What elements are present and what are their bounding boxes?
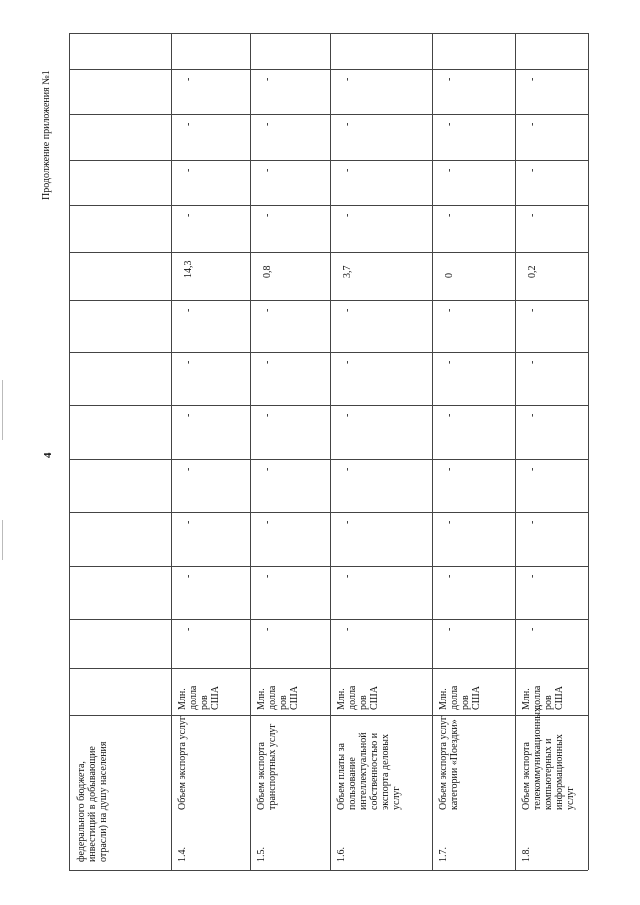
- empty-value: -: [527, 467, 538, 471]
- grid-line-vertical: [432, 33, 433, 870]
- unit-line: Млн.: [438, 688, 449, 710]
- indicator-continuation: федерального бюджета, инвестиций в добывающие отрасли) на душу населения: [76, 741, 109, 862]
- indicator-name: Объем платы за пользование интеллектуальной собственностью и экспорта деловых услуг: [336, 732, 402, 810]
- grid-line-horizontal: [69, 252, 588, 253]
- empty-value: -: [342, 77, 353, 81]
- grid-line-vertical: [69, 33, 70, 870]
- empty-value: -: [527, 627, 538, 631]
- grid-line-vertical: [250, 33, 251, 870]
- row-number: 1.4.: [177, 847, 188, 862]
- grid-line-vertical: [330, 33, 331, 870]
- empty-value: -: [342, 213, 353, 217]
- empty-value: -: [527, 122, 538, 126]
- unit-line: Млн.: [336, 688, 347, 710]
- empty-value: -: [527, 520, 538, 524]
- empty-value: -: [527, 168, 538, 172]
- unit: [336, 666, 380, 710]
- grid-line-horizontal: [69, 160, 588, 161]
- unit-line: долла: [347, 685, 358, 710]
- empty-value: -: [444, 360, 455, 364]
- grid-line-horizontal: [69, 512, 588, 513]
- grid-line-horizontal: [69, 69, 588, 70]
- unit-line: Млн.: [177, 688, 188, 710]
- empty-value: -: [262, 122, 273, 126]
- grid-line-vertical: [171, 33, 172, 870]
- empty-value: -: [183, 574, 194, 578]
- empty-value: -: [444, 467, 455, 471]
- unit-line: долла: [449, 685, 460, 710]
- unit-line: США: [369, 686, 380, 710]
- grid-line-horizontal: [69, 619, 588, 620]
- row-number: 1.6.: [336, 847, 347, 862]
- empty-value: -: [262, 574, 273, 578]
- empty-value: -: [183, 308, 194, 312]
- unit-line: США: [554, 686, 565, 710]
- unit-line: ров: [543, 695, 554, 710]
- unit-line: Млн.: [521, 688, 532, 710]
- empty-value: -: [444, 122, 455, 126]
- grid-line-horizontal: [69, 352, 588, 353]
- empty-value: -: [342, 574, 353, 578]
- unit: [521, 666, 565, 710]
- empty-value: -: [342, 168, 353, 172]
- empty-value: -: [183, 467, 194, 471]
- unit-line: ров: [460, 695, 471, 710]
- grid-line-horizontal: [69, 870, 588, 871]
- row-number: 1.8.: [521, 847, 532, 862]
- row-number: 1.5.: [256, 847, 267, 862]
- unit-line: ров: [199, 695, 210, 710]
- empty-value: -: [527, 360, 538, 364]
- empty-value: -: [527, 308, 538, 312]
- grid-line-horizontal: [69, 715, 588, 716]
- unit-line: ров: [278, 695, 289, 710]
- empty-value: -: [183, 360, 194, 364]
- empty-value: -: [262, 308, 273, 312]
- empty-value: -: [183, 413, 194, 417]
- empty-value: -: [444, 168, 455, 172]
- empty-value: -: [262, 77, 273, 81]
- empty-value: -: [342, 413, 353, 417]
- empty-value: -: [444, 413, 455, 417]
- grid-line-horizontal: [69, 33, 588, 34]
- grid-line-horizontal: [69, 566, 588, 567]
- value: 3,7: [342, 265, 353, 278]
- indicator-name: Объем экспорта услуг категории «Поездки»: [438, 715, 460, 810]
- unit-line: долла: [188, 685, 199, 710]
- indicator-name: Объем экспорта транспортных услуг: [256, 723, 278, 810]
- empty-value: -: [262, 213, 273, 217]
- unit-line: США: [289, 686, 300, 710]
- appendix-caption: Продолжение приложения №1: [41, 70, 52, 200]
- row-number: 1.7.: [438, 847, 449, 862]
- unit: [177, 666, 221, 710]
- empty-value: -: [444, 77, 455, 81]
- empty-value: -: [444, 574, 455, 578]
- page-number: 4: [42, 452, 54, 458]
- unit: [256, 666, 300, 710]
- empty-value: -: [183, 627, 194, 631]
- grid-line-horizontal: [69, 205, 588, 206]
- empty-value: -: [342, 520, 353, 524]
- empty-value: -: [342, 627, 353, 631]
- unit-line: США: [471, 686, 482, 710]
- empty-value: -: [527, 574, 538, 578]
- empty-value: -: [183, 520, 194, 524]
- unit-line: ров: [358, 695, 369, 710]
- indicator-name: Объем экспорта услуг: [177, 715, 188, 810]
- unit: [438, 666, 482, 710]
- grid-line-vertical: [588, 33, 589, 870]
- value: 14,3: [183, 260, 194, 278]
- empty-value: -: [527, 77, 538, 81]
- value: 0: [444, 273, 455, 278]
- empty-value: -: [183, 122, 194, 126]
- empty-value: -: [342, 122, 353, 126]
- empty-value: -: [262, 467, 273, 471]
- grid-line-horizontal: [69, 668, 588, 669]
- empty-value: -: [527, 213, 538, 217]
- value: 0,8: [262, 265, 273, 278]
- margin-mark: [2, 520, 3, 560]
- value: 0,2: [527, 265, 538, 278]
- grid-line-horizontal: [69, 114, 588, 115]
- empty-value: -: [183, 213, 194, 217]
- empty-value: -: [527, 413, 538, 417]
- empty-value: -: [444, 520, 455, 524]
- empty-value: -: [183, 77, 194, 81]
- empty-value: -: [444, 627, 455, 631]
- empty-value: -: [444, 308, 455, 312]
- indicator-name: Объем экспорта телекоммуникационных, компьютерных и информационных услуг: [521, 704, 576, 810]
- unit-line: Млн.: [256, 688, 267, 710]
- empty-value: -: [262, 168, 273, 172]
- grid-line-vertical: [515, 33, 516, 870]
- empty-value: -: [262, 413, 273, 417]
- empty-value: -: [342, 360, 353, 364]
- margin-mark: [2, 380, 3, 440]
- empty-value: -: [342, 467, 353, 471]
- empty-value: -: [183, 168, 194, 172]
- unit-line: США: [210, 686, 221, 710]
- empty-value: -: [444, 213, 455, 217]
- unit-line: долла: [532, 685, 543, 710]
- empty-value: -: [342, 308, 353, 312]
- grid-line-horizontal: [69, 459, 588, 460]
- grid-line-horizontal: [69, 405, 588, 406]
- empty-value: -: [262, 360, 273, 364]
- grid-line-horizontal: [69, 300, 588, 301]
- unit-line: долла: [267, 685, 278, 710]
- empty-value: -: [262, 520, 273, 524]
- empty-value: -: [262, 627, 273, 631]
